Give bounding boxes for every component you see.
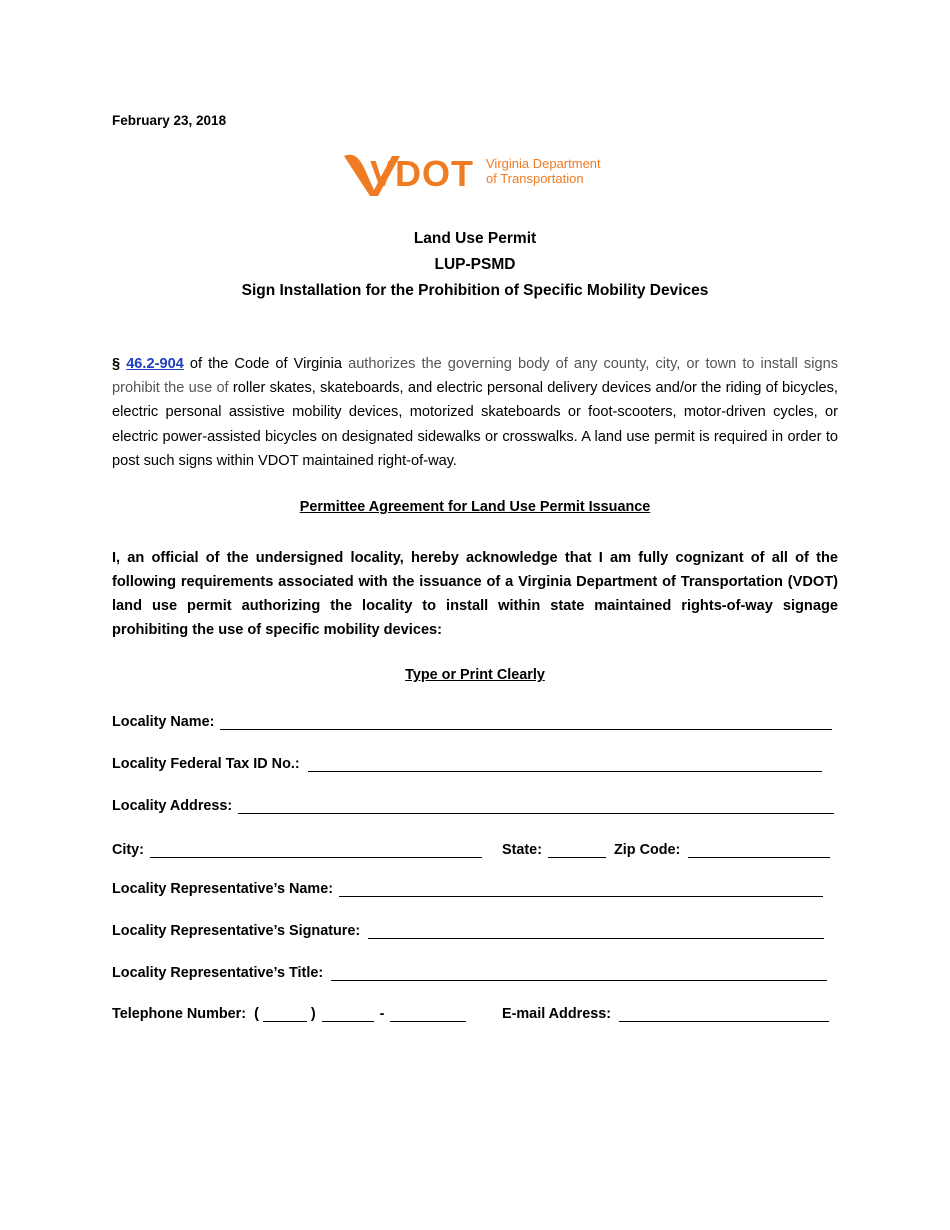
phone-close-paren: ) [310,1006,316,1022]
rep-name-row [112,881,840,903]
address-row [112,798,840,820]
phone-dash: - [379,1006,385,1022]
vdot-logo [340,148,620,198]
email-field[interactable] [619,1006,829,1022]
rep-title-row [112,965,840,987]
locality-name-field[interactable] [220,714,832,730]
acknowledgement-paragraph: I, an official of the undersigned locality, hereby acknowledge that I am fully cognizant of all of the following requirements associated with the issuance of a Virginia Department of Transportation (VDOT) land use permit authorizing the locality to install within state maintained rights-of-way signage prohibiting the use of specific mobility devices: [112,550,838,638]
document-title [0,226,950,304]
intro-text-1: of the Code of Virginia [183,356,349,372]
rep-signature-label: Locality Representative’s Signature: [112,923,361,939]
tax-id-field[interactable] [308,756,822,772]
phone-label: Telephone Number: [112,1006,247,1022]
zip-code-label: Zip Code: [614,842,681,858]
title-line-3: Sign Installation for the Prohibition of Specific Mobility Devices [241,282,709,299]
locality-name-label: Locality Name: [112,714,215,730]
title-line-1: Land Use Permit [413,230,537,247]
city-field[interactable] [150,842,482,858]
rep-title-label: Locality Representative’s Title: [112,965,324,981]
phone-email-row [112,1006,840,1028]
rep-title-field[interactable] [331,965,827,981]
email-label: E-mail Address: [502,1006,612,1022]
rep-name-label: Locality Representative’s Name: [112,881,334,897]
locality-name-row [112,714,840,736]
vdot-logo-org-line2: of Transportation [486,171,584,186]
city-label: City: [112,842,144,858]
tax-id-row [112,756,840,778]
phone-area-code-field[interactable] [263,1006,307,1022]
state-field[interactable] [548,842,606,858]
phone-line-field[interactable] [390,1006,466,1022]
phone-open-paren: ( [254,1006,259,1022]
section-symbol: § [112,356,121,372]
vdot-logo-org-line1: Virginia Department [486,156,601,171]
address-field[interactable] [238,798,834,814]
rep-name-field[interactable] [339,881,823,897]
title-line-2: LUP-PSMD [434,256,516,273]
vdot-logo-mark: VDOT [370,153,475,194]
tax-id-label: Locality Federal Tax ID No.: [112,756,300,772]
phone-prefix-field[interactable] [322,1006,374,1022]
code-section-link[interactable]: 46.2-904 [126,356,184,372]
rep-signature-field[interactable] [368,923,824,939]
address-label: Locality Address: [112,798,233,814]
agreement-heading: Permittee Agreement for Land Use Permit Issuance [299,499,651,515]
city-state-zip-row [112,842,840,864]
rep-signature-row [112,923,840,945]
intro-text-3: roller skates, skateboards, and electric personal delivery devices and/or the riding of bicycles, electric personal assistive mobility devices, motorized skateboards or foot-scooters, motor-driven cycles, or electric power-assisted bicycles on designated sidewalks or crosswalks. A land use permit is required in order to post such signs within VDOT maintained right-of-way. [112,380,838,469]
state-label: State: [502,842,542,858]
intro-paragraph [112,352,838,473]
document-date: February 23, 2018 [112,113,227,128]
zip-code-field[interactable] [688,842,830,858]
print-clearly-heading: Type or Print Clearly [405,667,545,683]
intro-text-2: authorizes the governing body of any county, city, or town to install signs prohibit the use of [112,356,838,397]
